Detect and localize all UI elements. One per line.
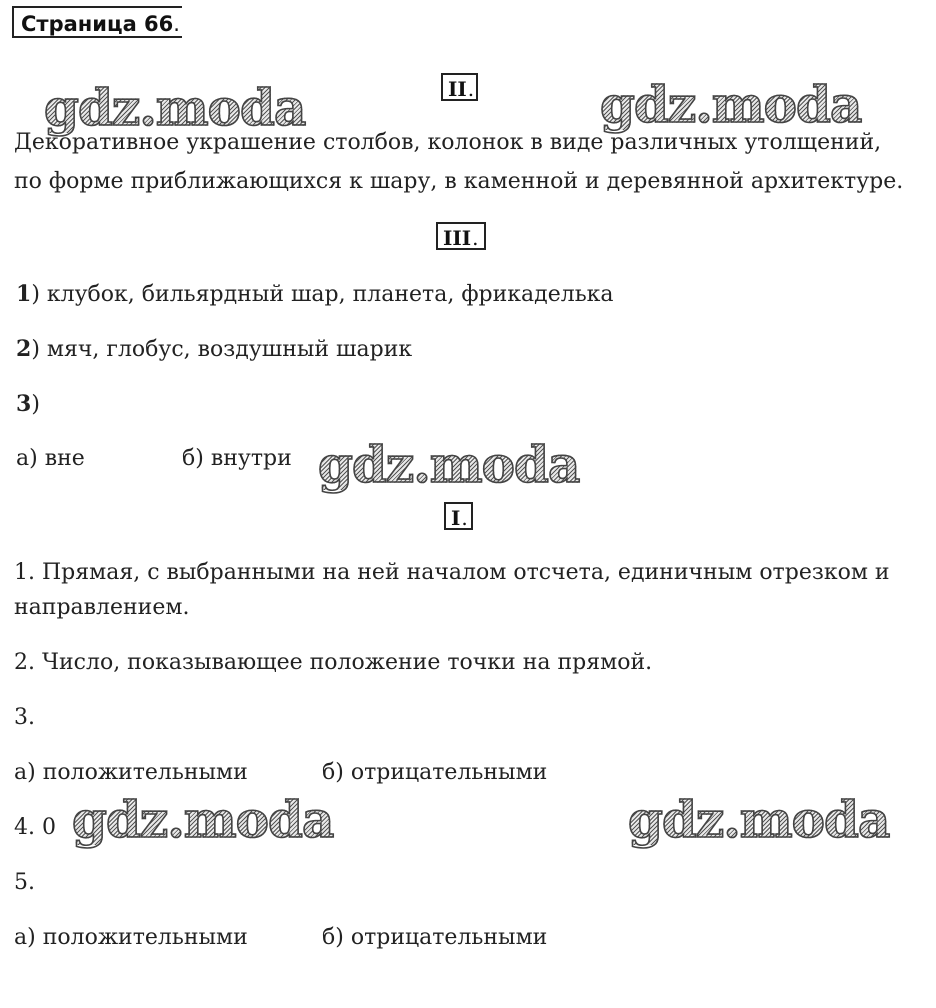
section-ii-label: II <box>448 77 467 101</box>
item-text: ) мяч, глобус, воздушный шарик <box>31 337 413 362</box>
section-ii-heading <box>441 73 478 101</box>
page-label-box <box>12 6 182 38</box>
item-number: 3 <box>16 391 32 417</box>
page-label-dot: . <box>173 12 180 36</box>
section-iii-item <box>16 338 412 361</box>
section-ii-dot: . <box>467 77 475 101</box>
section-i-heading <box>444 502 473 530</box>
question-1-line-2: направлением. <box>14 595 190 620</box>
item-number: 2 <box>16 336 32 362</box>
question-3: 3. <box>14 705 35 730</box>
watermark-logo: gdz.moda <box>44 78 306 137</box>
item-text: ) клубок, бильярдный шар, планета, фрикаделька <box>31 282 614 307</box>
question-3-answer-b: б) отрицательными <box>322 760 548 785</box>
question-3-answer-a: а) положительными <box>14 760 248 785</box>
section-iii-item <box>16 393 40 416</box>
watermark-logo: gdz.moda <box>628 790 890 849</box>
question-2: 2. Число, показывающее положение точки на прямой. <box>14 650 653 675</box>
section-ii-line-2: по форме приближающихся к шару, в каменной и деревянной архитектуре. <box>14 169 904 194</box>
watermark-logo: gdz.moda <box>318 435 580 494</box>
answer-b: б) внутри <box>182 446 292 471</box>
section-i-label: I <box>451 506 461 530</box>
section-iii-item <box>16 283 614 306</box>
answer-a: а) вне <box>16 446 85 471</box>
question-5-answer-b: б) отрицательными <box>322 925 548 950</box>
section-iii-label: III <box>443 226 472 250</box>
watermark-logo: gdz.moda <box>72 790 334 849</box>
item-number: 1 <box>16 281 32 307</box>
watermark-logo: gdz.moda <box>600 75 862 134</box>
question-5: 5. <box>14 870 35 895</box>
section-ii-line-1: Декоративное украшение столбов, колонок в виде различных утолщений, <box>14 130 882 155</box>
question-5-answer-a: а) положительными <box>14 925 248 950</box>
section-iii-heading <box>436 222 486 250</box>
question-1-line-1: 1. Прямая, с выбранными на ней началом отсчета, единичным отрезком и <box>14 560 890 585</box>
section-iii-dot: . <box>472 226 479 250</box>
item-text: ) <box>31 392 40 417</box>
section-i-dot: . <box>461 506 468 530</box>
question-4: 4. 0 <box>14 815 56 840</box>
page-label: Страница 66 <box>21 12 174 36</box>
